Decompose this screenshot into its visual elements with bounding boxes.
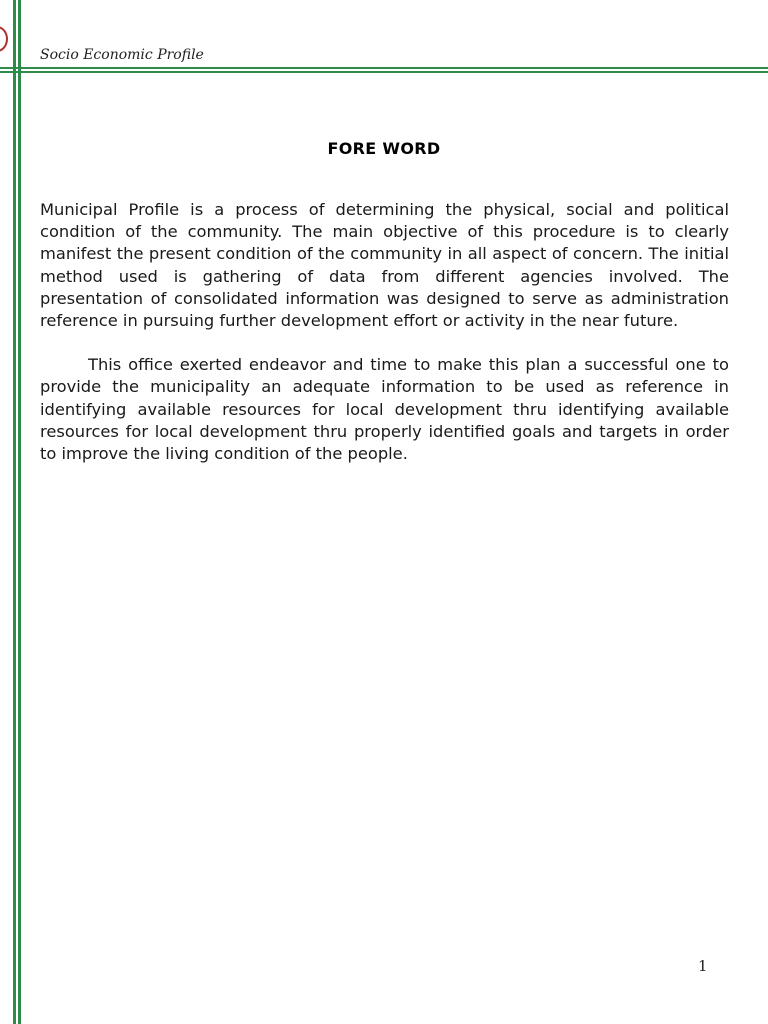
paragraph-1: Municipal Profile is a process of determining the physical, social and political condition of the community. The main objective of this procedure is to clearly manifest the present condition of the community in all aspect of concern. The initial method used is gathering of data from different agencies involved. The presentation of consolidated information was designed to serve as administration reference in pursuing further development effort or activity in the near future.	[40, 200, 729, 331]
running-header: Socio Economic Profile	[40, 47, 204, 63]
document-body	[40, 199, 729, 465]
seal-fragment	[0, 26, 8, 52]
page-number: 1	[698, 957, 708, 975]
paragraph-2: This office exerted endeavor and time to make this plan a successful one to provide the municipality an adequate information to be used as reference in identifying available resources for local development thru identifying available resources for local development thru properly identified goals and targets in order to improve the living condition of the people.	[40, 355, 729, 464]
header-rule-top	[0, 67, 768, 69]
page-title: FORE WORD	[327, 139, 441, 158]
header-rule-bottom	[0, 71, 768, 73]
